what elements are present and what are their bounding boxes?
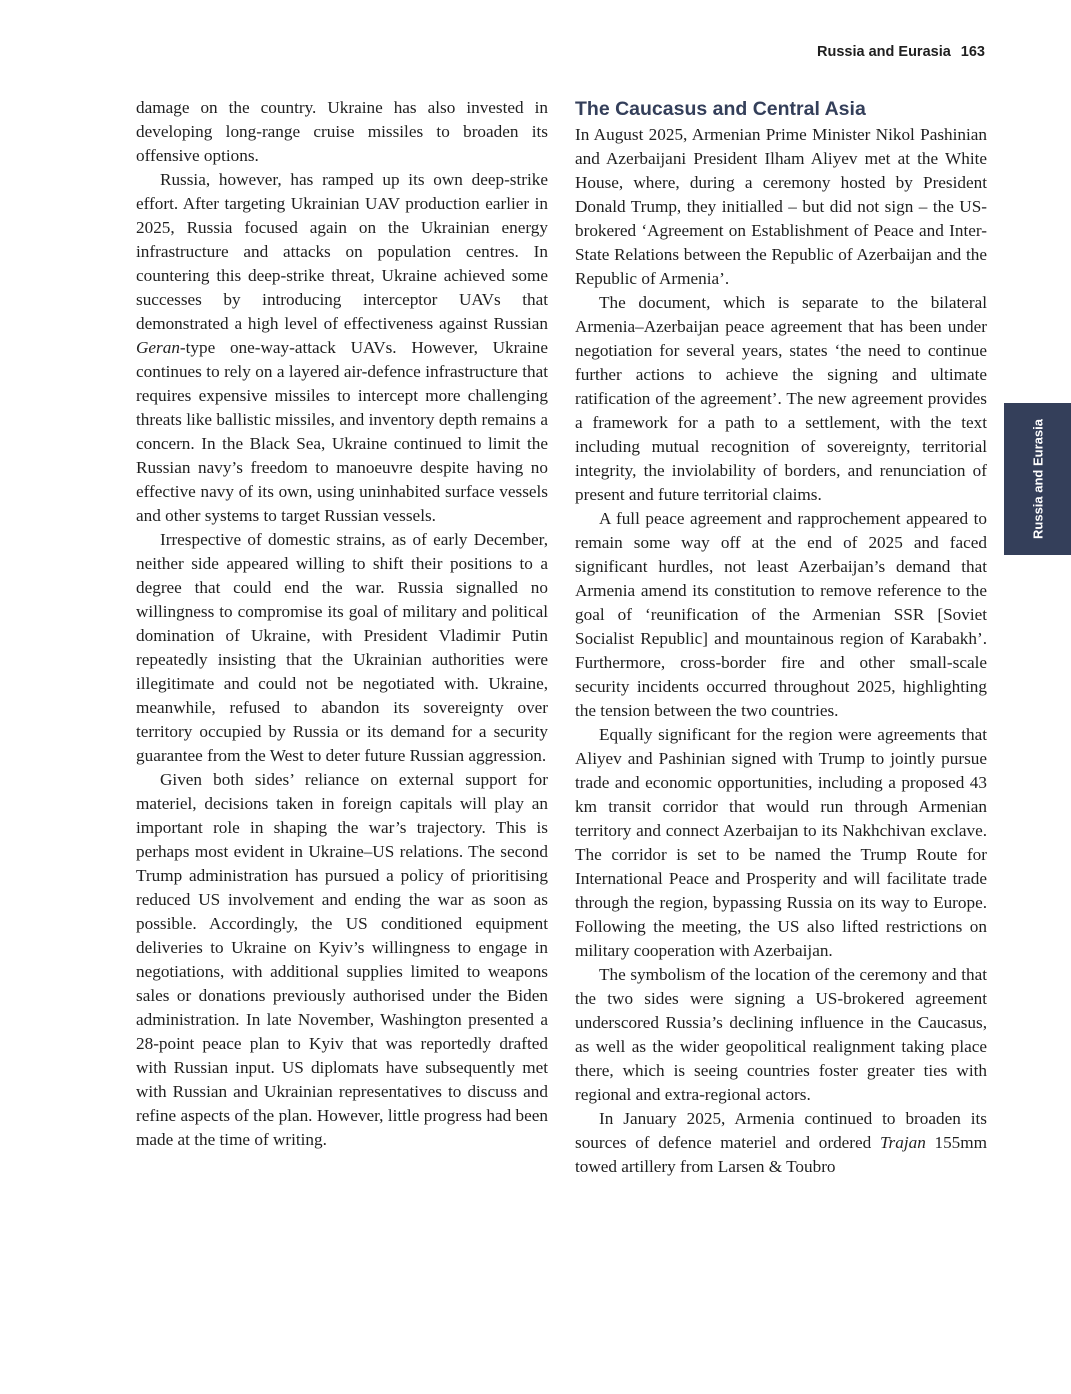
paragraph: In January 2025, Armenia continued to broaden its sources of defence materiel and ordered Trajan 155mm towed artillery from Larsen & Toubro (575, 1109, 987, 1176)
paragraph: Russia, however, has ramped up its own deep-strike effort. After targeting Ukrainian UAV production earlier in 2025, Russia focused again on the Ukrainian energy infrastructure and attacks on population centres. In countering this deep-strike threat, Ukraine achieved some successes by introducing interceptor UAVs that demonstrated a high level of effectiveness against Russian Geran-type one-way-attack UAVs. However, Ukraine continues to rely on a layered air-defence infrastructure that requires expensive missiles to intercept more challenging threats like ballistic missiles, and inventory depth remains a concern. In the Black Sea, Ukraine continued to limit the Russian navy’s freedom to manoeuvre despite having no effective navy of its own, using uninhabited surface vessels and other systems to target Russian vessels. (136, 170, 548, 525)
section-heading: The Caucasus and Central Asia (575, 98, 866, 120)
section-side-tab (1004, 403, 1071, 555)
paragraph: A full peace agreement and rapprochement appeared to remain some way off at the end of 2025 and faced significant hurdles, not least Azerbaijan’s demand that Armenia amend its constitution to remove reference to the goal of ‘reunification of the Armenian SSR [Soviet Socialist Republic] and mountainous region of Karabakh’. Furthermore, cross-border fire and other small-scale security incidents occurred throughout 2025, highlighting the tension between the two countries. (575, 509, 987, 720)
left-column (136, 96, 548, 1152)
italic-term: Trajan (879, 1133, 926, 1152)
page-number: 163 (960, 44, 985, 60)
paragraph: The document, which is separate to the bilateral Armenia–Azerbaijan peace agreement that has been under negotiation for several years, states ‘the need to continue further actions to achieve the signing and ultimate ratification of the agreement’. The new agreement provides a framework for a path to a settlement, with the text including mutual recognition of sovereignty, territorial integrity, the inviolability of borders, and renunciation of present and future territorial claims. (575, 293, 987, 504)
paragraph: damage on the country. Ukraine has also invested in developing long-range cruise missiles to broaden its offensive options. (136, 98, 548, 165)
side-tab-label: Russia and Eurasia (1030, 419, 1045, 539)
paragraph: Equally significant for the region were agreements that Aliyev and Pashinian signed with Trump to jointly pursue trade and economic opportunities, including a proposed 43 km transit corridor that would run through Armenian territory and connect Azerbaijan to its Nakhchivan exclave. The corridor is set to be named the Trump Route for International Peace and Prosperity and will facilitate trade through the region, bypassing Russia on its way to Europe. Following the meeting, the US also lifted restrictions on military cooperation with Azerbaijan. (575, 725, 987, 960)
paragraph: Given both sides’ reliance on external support for materiel, decisions taken in foreign capitals will play an important role in shaping the war’s trajectory. This is perhaps most evident in Ukraine–US relations. The second Trump administration has pursued a policy of prioritising reduced US involvement and ending the war as soon as possible. Accordingly, the US conditioned equipment deliveries to Ukraine on Kyiv’s willingness to engage in negotiations, with additional supplies limited to weapons sales or donations previously authorised under the Biden administration. In late November, Washington presented a 28-point peace plan to Kyiv that was reportedly drafted with Russian input. US diplomats have subsequently met with Russian and Ukrainian representatives to discuss and refine aspects of the plan. However, little progress had been made at the time of writing. (136, 770, 548, 1149)
paragraph: In August 2025, Armenian Prime Minister Nikol Pashinian and Azerbaijani President Ilham Aliyev met at the White House, where, during a ceremony hosted by President Donald Trump, they initialled – but did not sign – the US-brokered ‘Agreement on Establishment of Peace and Inter-State Relations between the Republic of Azerbaijan and the Republic of Armenia’. (575, 125, 987, 288)
paragraph: The symbolism of the location of the ceremony and that the two sides were signing a US-brokered agreement underscored Russia’s declining influence in the Caucasus, as well as the wider geopolitical realignment taking place there, which is seeing countries foster greater ties with regional and extra-regional actors. (575, 965, 987, 1104)
right-column (575, 96, 987, 1179)
running-header (817, 44, 985, 60)
italic-term: Geran (136, 338, 180, 357)
paragraph: Irrespective of domestic strains, as of early December, neither side appeared willing to shift their positions to a degree that could end the war. Russia signalled no willingness to compromise its goal of military and political domination of Ukraine, with President Vladimir Putin repeatedly insisting that the Ukrainian authorities were illegitimate and could not be negotiated with. Ukraine, meanwhile, refused to abandon its sovereignty over territory occupied by Russia or its demand for a security guarantee from the West to deter future Russian aggression. (136, 530, 548, 765)
section-title: Russia and Eurasia (817, 44, 951, 60)
